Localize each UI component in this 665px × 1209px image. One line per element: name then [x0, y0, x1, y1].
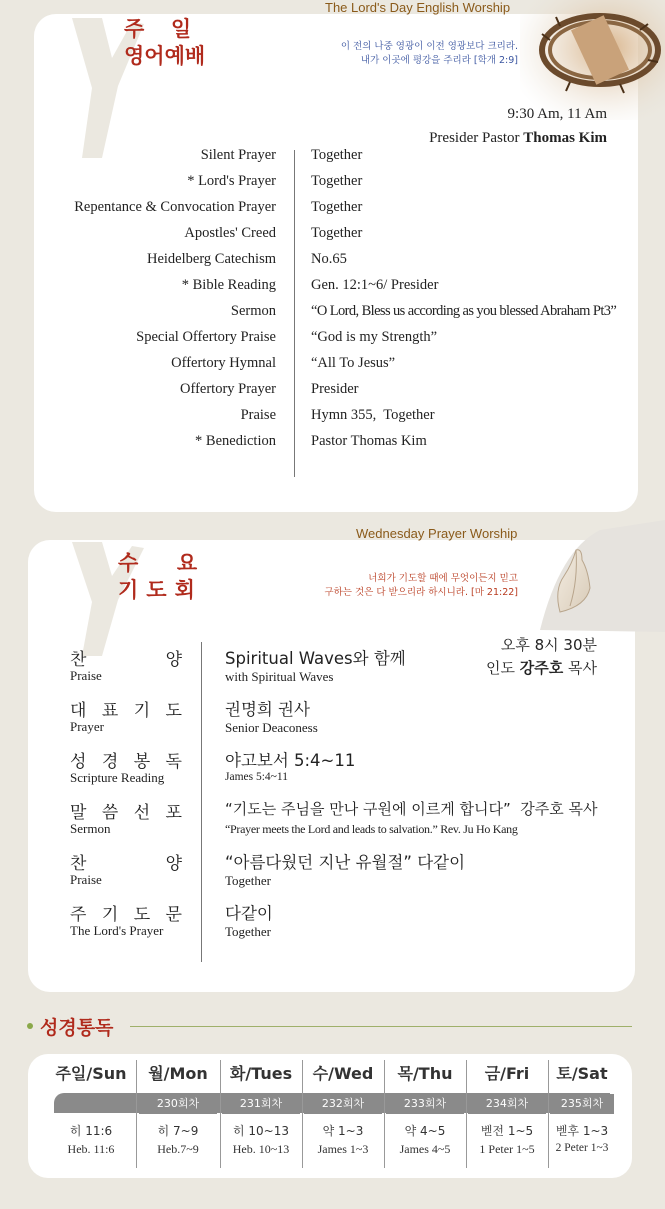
order-en-value: “Prayer meets the Lord and leads to salvation.” Rev. Ju Ho Kang — [225, 822, 518, 836]
day-count: 235회차 — [550, 1094, 614, 1114]
day-label: 수/Wed — [312, 1064, 374, 1083]
order-value: Together — [311, 225, 363, 241]
reading-ko: 벧후 1~3 — [555, 1124, 609, 1138]
ko-char: 씀 — [101, 803, 119, 823]
order-en-label: Scripture Reading — [70, 770, 165, 785]
order-row — [40, 173, 640, 199]
wednesday-time: 오후 8시 30분 — [500, 636, 597, 654]
order-label: Heidelberg Catechism — [147, 251, 276, 267]
order-row — [40, 147, 640, 173]
ko-char: 도 — [133, 905, 151, 925]
reading-ko: 벧전 1~5 — [480, 1124, 534, 1138]
order-label: * Benediction — [195, 433, 276, 449]
reading-en: Heb. 11:6 — [67, 1142, 115, 1156]
wednesday-title — [118, 550, 205, 604]
wednesday-order-row — [70, 849, 630, 901]
reading-en: Heb.7~9 — [157, 1142, 199, 1156]
order-label: Offertory Hymnal — [171, 355, 276, 371]
day-count — [52, 1094, 130, 1114]
praying-hands-image — [520, 520, 665, 632]
title-rule — [130, 1026, 632, 1027]
order-ko-label — [70, 798, 182, 823]
ko-char: 표 — [101, 701, 119, 721]
day-count: 233회차 — [386, 1094, 464, 1114]
column-separator — [548, 1060, 549, 1168]
day-label: 주일/Sun — [55, 1064, 127, 1083]
reading-day-thu — [386, 1062, 464, 1157]
leader-prefix: 인도 — [485, 659, 515, 677]
leader-suffix: 목사 — [568, 659, 597, 677]
column-separator — [466, 1060, 467, 1168]
order-row — [40, 329, 640, 355]
reading-day-wed — [304, 1062, 382, 1157]
bullet-dot — [27, 1023, 33, 1029]
order-value: “O Lord, Bless us according as you blessed Abraham Pt3” — [311, 303, 617, 319]
order-value: No.65 — [311, 251, 347, 267]
wednesday-verse-line1: 너희가 기도할 때에 무엇이든지 믿고 — [368, 573, 518, 584]
order-label: * Lord's Prayer — [187, 173, 276, 189]
day-label: 월/Mon — [148, 1064, 208, 1083]
sunday-title — [124, 16, 205, 70]
reading-ko: 히 10~13 — [232, 1124, 289, 1138]
sunday-verse-line1: 이 전의 나중 영광이 이전 영광보다 크리라. — [340, 41, 518, 52]
day-label: 토/Sat — [556, 1064, 608, 1083]
order-en-label: Prayer — [70, 719, 104, 734]
reading-day-mon — [139, 1062, 217, 1157]
day-label: 금/Fri — [484, 1064, 530, 1083]
order-ko-label — [70, 747, 182, 772]
reading-en: 1 Peter 1~5 — [479, 1142, 535, 1156]
reading-ko: 히 7~9 — [157, 1124, 199, 1138]
order-value: Together — [311, 147, 363, 163]
order-ko-label — [70, 900, 182, 925]
ko-char: 선 — [133, 803, 151, 823]
order-en-label: Praise — [70, 668, 102, 683]
order-label: Praise — [240, 407, 276, 423]
wednesday-order-row — [70, 798, 630, 850]
order-row — [40, 199, 640, 225]
reading-day-fri — [468, 1062, 546, 1157]
reading-day-sat — [550, 1062, 614, 1154]
reading-en: Heb. 10~13 — [232, 1142, 290, 1156]
column-separator — [384, 1060, 385, 1168]
order-row — [40, 251, 640, 277]
ko-char: 양 — [165, 854, 182, 874]
ko-char: 독 — [165, 752, 182, 772]
wednesday-order-row — [70, 696, 630, 748]
ko-char: 주 — [70, 905, 87, 925]
ko-char: 양 — [165, 650, 182, 670]
ko-char: 봉 — [133, 752, 151, 772]
reading-en: James 4~5 — [399, 1142, 451, 1156]
wednesday-order-row — [70, 747, 630, 799]
ko-char: 성 — [70, 752, 87, 772]
order-ko-value: 권명희 권사 — [225, 700, 310, 719]
sunday-time: 9:30 Am, 11 Am — [507, 106, 607, 122]
ko-char: 대 — [70, 701, 87, 721]
ko-char: 기 — [101, 905, 119, 925]
order-ko-label — [70, 696, 182, 721]
order-ko-value: “기도는 주님을 만나 구원에 이르게 합니다” 강주호 목사 — [225, 800, 598, 818]
reading-day-sun — [52, 1062, 130, 1157]
order-ko-value: 야고보서 5:4~11 — [225, 751, 356, 770]
order-value: “All To Jesus” — [311, 355, 396, 371]
wednesday-order-row — [70, 645, 630, 697]
day-count: 230회차 — [139, 1094, 217, 1114]
order-label: Sermon — [230, 303, 276, 319]
order-row — [40, 225, 640, 251]
order-en-value: Together — [225, 924, 272, 939]
order-ko-value: 다같이 — [225, 904, 273, 923]
wednesday-verse — [290, 572, 518, 600]
day-label: 목/Thu — [397, 1064, 453, 1083]
order-value: Presider — [311, 381, 359, 397]
sunday-presider — [429, 130, 607, 147]
reading-day-tue — [222, 1062, 300, 1157]
day-count: 234회차 — [468, 1094, 546, 1114]
column-separator — [302, 1060, 303, 1168]
wednesday-english-header: Wednesday Prayer Worship — [356, 526, 518, 541]
presider-name: Thomas Kim — [523, 130, 607, 146]
order-en-value: Senior Deaconess — [225, 720, 318, 735]
order-value: Hymn 355, Together — [311, 407, 435, 423]
reading-ko: 약 4~5 — [404, 1124, 446, 1138]
order-value: “God is my Strength” — [311, 329, 438, 345]
order-en-label: The Lord's Prayer — [70, 923, 164, 938]
order-en-value: with Spiritual Waves — [225, 669, 334, 684]
order-row — [40, 433, 640, 459]
ko-char: 기 — [133, 701, 151, 721]
order-value: Gen. 12:1~6/ Presider — [311, 277, 439, 293]
ko-char: 말 — [70, 803, 87, 823]
order-label: Repentance & Convocation Prayer — [74, 199, 276, 215]
ko-char: 경 — [101, 752, 119, 772]
order-ko-value: Spiritual Waves와 함께 — [225, 649, 406, 668]
ko-char: 도 — [165, 701, 182, 721]
order-value: Pastor Thomas Kim — [311, 433, 427, 449]
order-label: Silent Prayer — [200, 147, 276, 163]
ko-char: 찬 — [70, 650, 87, 670]
order-row — [40, 303, 640, 329]
order-row — [40, 355, 640, 381]
sunday-verse — [300, 40, 518, 68]
order-row — [40, 407, 640, 433]
sunday-english-header: The Lord's Day English Worship — [325, 0, 511, 15]
order-label: * Bible Reading — [181, 277, 276, 293]
sunday-verse-line2: 내가 이곳에 평강을 주리라 [학개 2:9] — [360, 55, 518, 66]
order-label: Offertory Prayer — [180, 381, 276, 397]
reading-en: 2 Peter 1~3 — [555, 1142, 609, 1154]
order-ko-value: “아름다웠던 지난 유월절” 다같이 — [225, 853, 466, 872]
order-en-label: Sermon — [70, 821, 111, 836]
order-row — [40, 381, 640, 407]
wednesday-title-line2: 기도회 — [118, 578, 203, 602]
day-count: 232회차 — [304, 1094, 382, 1114]
order-en-value: James 5:4~11 — [225, 771, 288, 783]
leader-name: 강주호 — [519, 659, 564, 677]
column-separator — [136, 1060, 137, 1168]
wednesday-title-line1: 수 요 — [118, 551, 206, 575]
sunday-title-line1: 주 일 — [124, 17, 196, 41]
order-row — [40, 277, 640, 303]
reading-ko: 히 11:6 — [69, 1124, 113, 1138]
bible-reading-title: 성경통독 — [40, 1017, 114, 1039]
wednesday-verse-line2: 구하는 것은 다 받으리라 하시니라. [마 21:22] — [324, 587, 518, 598]
day-count: 231회차 — [222, 1094, 300, 1114]
wednesday-order-row — [70, 900, 630, 952]
presider-prefix: Presider Pastor — [429, 130, 520, 146]
reading-ko: 약 1~3 — [322, 1124, 364, 1138]
column-separator — [220, 1060, 221, 1168]
order-value: Together — [311, 173, 363, 189]
ko-char: 문 — [165, 905, 182, 925]
sunday-title-line2: 영어예배 — [124, 44, 206, 68]
order-value: Together — [311, 199, 363, 215]
ko-char: 포 — [165, 803, 182, 823]
order-en-value: Together — [225, 873, 272, 888]
order-en-label: Praise — [70, 872, 102, 887]
ko-char: 찬 — [70, 854, 87, 874]
order-label: Special Offertory Praise — [136, 329, 276, 345]
day-label: 화/Tues — [229, 1064, 293, 1083]
order-ko-label — [70, 645, 182, 670]
reading-en: James 1~3 — [317, 1142, 369, 1156]
order-label: Apostles' Creed — [184, 225, 276, 241]
order-ko-label — [70, 849, 182, 874]
crown-of-thorns-image — [520, 0, 665, 120]
